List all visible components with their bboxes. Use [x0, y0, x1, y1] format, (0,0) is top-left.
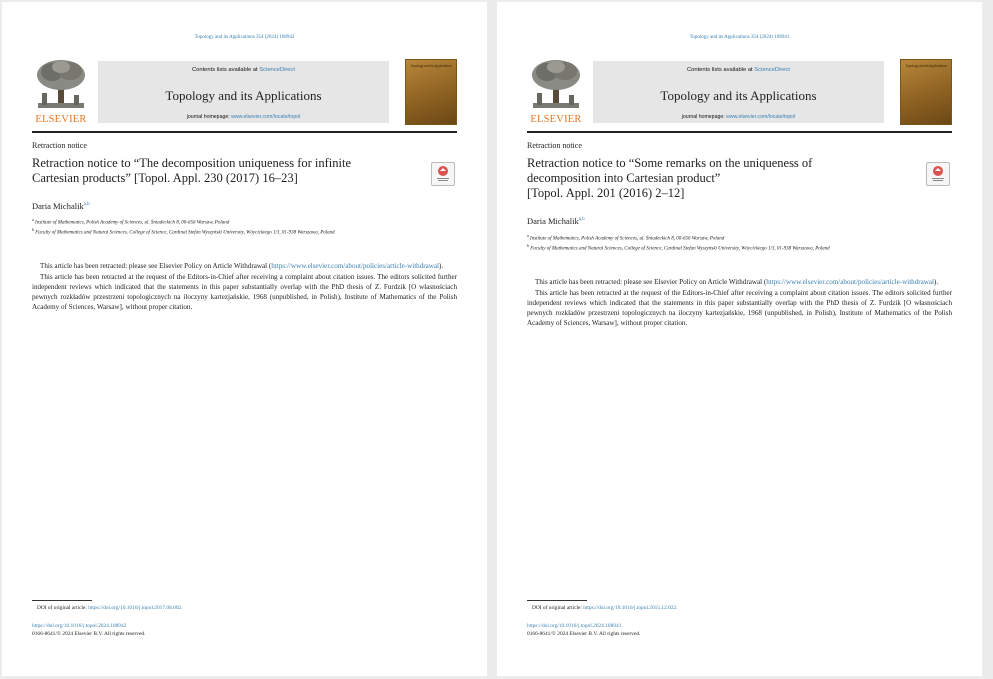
homepage-prefix: journal homepage:	[681, 114, 727, 120]
journal-banner	[98, 61, 389, 123]
author-name	[32, 201, 90, 211]
cover-title: Topology and its Applications	[905, 64, 947, 68]
check-for-updates-icon	[432, 163, 454, 185]
retraction-policy-paragraph: This article has been retracted: please see Elsevier Policy on Article Withdrawal (https://www.elsevier.com/about/policies/article-withdrawal).	[40, 262, 444, 270]
sciencedirect-link[interactable]: ScienceDirect	[754, 67, 791, 73]
title-line: decomposition into Cartesian product”	[527, 171, 721, 185]
homepage-line	[593, 114, 884, 120]
check-for-updates-icon	[927, 163, 949, 185]
footnote: DOI of original article: https://doi.org/10.1016/j.topol.2015.12.022.	[532, 605, 678, 611]
article-doi-link[interactable]: https://doi.org/10.1016/j.topol.2024.108942	[32, 623, 127, 629]
copyright-notice: 0166-8641/© 2024 Elsevier B.V. All rights reserved.	[32, 631, 146, 637]
withdrawal-policy-link[interactable]: https://www.elsevier.com/about/policies/article-withdrawal	[271, 262, 440, 270]
journal-title: Topology and its Applications	[660, 88, 817, 103]
title-line: Cartesian products” [Topol. Appl. 230 (2017) 16–23]	[32, 171, 298, 185]
journal-banner	[593, 61, 884, 123]
article-title	[527, 156, 879, 201]
article-body	[527, 277, 952, 329]
journal-citation: Topology and its Applications 354 (2024) 108942	[194, 35, 295, 40]
title-line: [Topol. Appl. 201 (2016) 2–12]	[527, 186, 685, 200]
affiliation-a: $^a$ Institute of Mathematics, Polish Academy of Sciences, ul. Śniadeckich 8, 00-656 Warsaw, Poland	[527, 233, 725, 242]
footnote-rule	[32, 600, 92, 601]
homepage-prefix: journal homepage:	[186, 114, 232, 120]
journal-homepage-link[interactable]: www.elsevier.com/locate/topol	[231, 114, 301, 120]
author-affil-marks: a,b	[83, 202, 90, 208]
document-page-2	[497, 2, 982, 676]
journal-masthead	[32, 59, 457, 129]
journal-cover-image	[405, 59, 457, 125]
withdrawal-policy-link[interactable]: https://www.elsevier.com/about/policies/article-withdrawal	[766, 278, 935, 286]
contents-line	[593, 67, 884, 73]
section-label: Retraction notice	[32, 141, 87, 150]
section-label: Retraction notice	[527, 141, 582, 150]
publisher-name: ELSEVIER	[530, 114, 582, 125]
affiliation-b: $^b$ Faculty of Mathematics and Natural Sciences, College of Science, Cardinal Stefan Wyszyński University, Wóycickiego 1/3, 01-938 Warszawa, Poland	[527, 243, 830, 252]
sciencedirect-link[interactable]: ScienceDirect	[259, 67, 296, 73]
original-article-doi-link[interactable]: https://doi.org/10.1016/j.topol.2015.12.022.	[583, 605, 678, 611]
author-text: Daria Michalik	[32, 201, 84, 211]
article-doi-link[interactable]: https://doi.org/10.1016/j.topol.2024.108941	[527, 623, 622, 629]
footnote-rule	[527, 600, 587, 601]
author-affil-marks: a,b	[578, 217, 585, 223]
copyright-notice: 0166-8641/© 2024 Elsevier B.V. All rights reserved.	[527, 631, 641, 637]
elsevier-tree-logo-icon	[34, 59, 88, 109]
elsevier-logo	[527, 59, 585, 125]
journal-title: Topology and its Applications	[165, 88, 322, 103]
journal-homepage-link[interactable]: www.elsevier.com/locate/topol	[726, 114, 796, 120]
affiliation-b: $^b$ Faculty of Mathematics and Natural Sciences. College of Science, Cardinal Stefan Wyszyński University, Wóycickiego 1/3, 01-938 Warszawa, Poland	[32, 227, 335, 236]
elsevier-logo	[32, 59, 90, 125]
article-body	[32, 261, 457, 313]
journal-cover-image	[900, 59, 952, 125]
contents-prefix: Contents lists available at	[191, 67, 260, 73]
article-title	[32, 156, 384, 186]
title-line: Retraction notice to “The decomposition uniqueness for infinite	[32, 156, 352, 170]
elsevier-tree-logo-icon	[529, 59, 583, 109]
contents-line	[98, 67, 389, 73]
homepage-line	[98, 114, 389, 120]
affiliations	[527, 233, 907, 253]
author-name	[527, 216, 585, 226]
journal-citation: Topology and its Applications 354 (2024) 108941	[689, 35, 790, 40]
cover-title: Topology and its Applications	[410, 64, 452, 68]
retraction-policy-paragraph: This article has been retracted: please see Elsevier Policy on Article Withdrawal (https://www.elsevier.com/about/policies/article-withdrawal).	[535, 278, 939, 286]
affiliation-a: $^a$ Institute of Mathematics, Polish Academy of Sciences, ul. Śniadeckich 8, 00-656 Warsaw, Poland	[32, 217, 230, 226]
check-for-updates-button[interactable]	[926, 162, 950, 186]
check-for-updates-button[interactable]	[431, 162, 455, 186]
header-rule	[527, 131, 952, 133]
publisher-name: ELSEVIER	[35, 114, 87, 125]
document-page-1	[2, 2, 487, 676]
retraction-reason-paragraph: This article has been retracted at the request of the Editors-in-Chief after receiving a complaint about citation issues. The editors solicited further independent reviews which indicated that the statements in this paper substantially overlap with the PhD thesis of Z. Furdzik [O własnościach pewnych rozkładów przestrzeni topologicznych na iloczyny kartezjańskie, 1968 (unpublished, in Polish), Institute of Mathematics of the Polish Academy of Sciences, Warsaw], without proper citation.	[527, 289, 952, 327]
author-text: Daria Michalik	[527, 216, 579, 226]
contents-prefix: Contents lists available at	[686, 67, 755, 73]
retraction-reason-paragraph: This article has been retracted at the request of the Editors-in-Chief after receiving a complaint about citation issues. The editors solicited further independent reviews which indicated that the statements in this paper substantially overlap with the PhD thesis of Z. Furdzik [O własnościach pewnych rozkładów przestrzeni topologicznych na iloczyny kartezjańskie, 1968 (unpublished, in Polish), Institute of Mathematics of the Polish Academy of Sciences, Warsaw], without proper citation.	[32, 273, 457, 311]
header-rule	[32, 131, 457, 133]
affiliations	[32, 217, 412, 237]
original-article-doi-link[interactable]: https://doi.org/10.1016/j.topol.2017.08.002.	[88, 605, 183, 611]
title-line: Retraction notice to “Some remarks on the uniqueness of	[527, 156, 813, 170]
footnote: DOI of original article: https://doi.org/10.1016/j.topol.2017.08.002.	[37, 605, 183, 611]
journal-masthead	[527, 59, 952, 129]
